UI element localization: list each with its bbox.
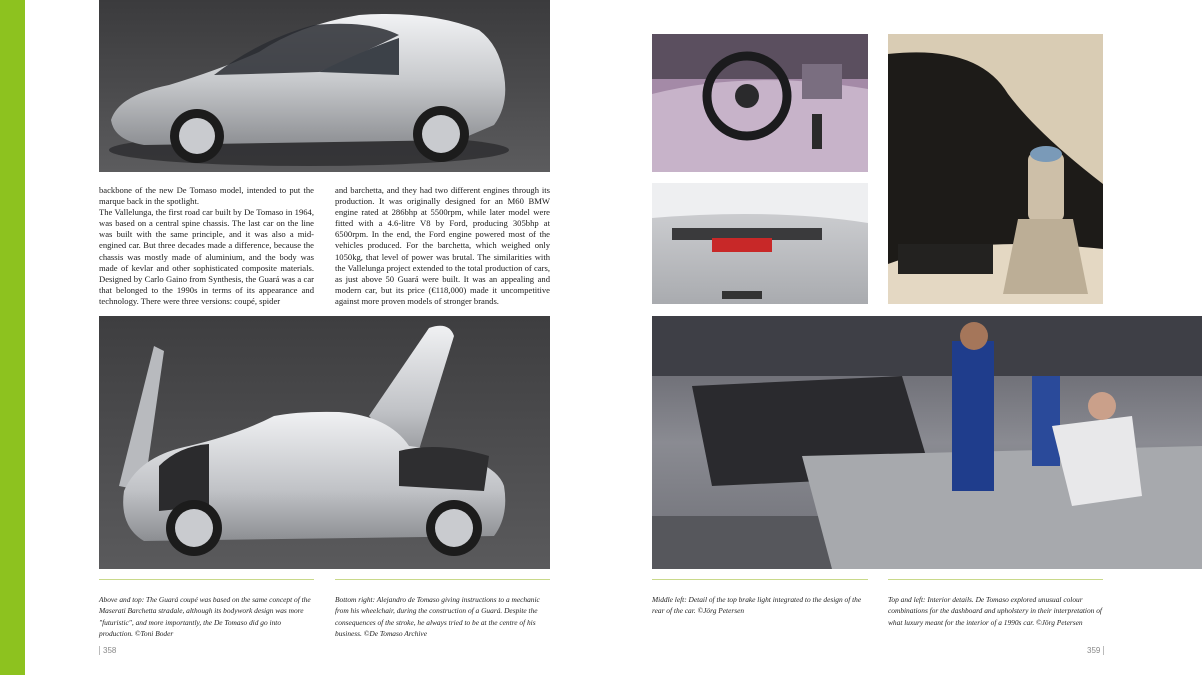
green-spine-bar [0, 0, 25, 675]
photo-brake-light [652, 183, 868, 304]
photo-workshop [652, 316, 1202, 569]
photo-coupe-side [99, 0, 550, 172]
photo-steering-wheel [652, 34, 868, 172]
photo-gear-knob [888, 34, 1103, 304]
body-paragraph: The Vallelunga, the first road car built by De Tomaso in 1964, was based on a central spine chassis. The last car on the line was built with the same principle, and it was also a mid-engined car. But three decades made a difference, because the chassis was mostly made of aluminium, and the body was made of kevlar and other sophisticated composite materials. Designed by Carlo Gaino from Synthesis, the Guará was a car that belonged to the 1990s in terms of its appearance and technology. There were three versions: coupé, spider [99, 207, 314, 306]
caption-right: Top and left: Interior details. De Tomaso explored unusual colour combinations for the dashboard and upholstery in their interpretation of what luxury meant for the interior of a 1990s car. ©Jörg Petersen [888, 595, 1102, 627]
caption-center: Bottom right: Alejandro de Tomaso giving instructions to a mechanic from his wheelchair, during the construction of a Guará. Despite the consequences of the stroke, he always tried to be at the centre of his business. ©De Tomaso Archive [335, 595, 540, 638]
body-paragraph: and barchetta, and they had two different engines through its production. It was originally designed for an M60 BMW engine rated at 286bhp at 5500rpm, while later model were fitted with a 4.6-litre V8 by Ford, producing 305bhp at 6500rpm. In the end, the Ford engine powered most of the vehicles produced. For the barchetta, which weighed only 1050kg, that level of power was brutal. The similarities with the Vallelunga project extended to the total production of cars, as just above 50 Guará were built. It was an appealing and modern car, but its price (€118,000) made it uncompetitive against more proven models of stronger brands. [335, 185, 550, 306]
caption-rule [335, 579, 550, 580]
page-number-left: 358 [99, 646, 116, 655]
body-paragraph: backbone of the new De Tomaso model, intended to put the marque back in the spotlight. [99, 185, 314, 207]
caption-rule [99, 579, 314, 580]
body-column-1 [99, 185, 314, 307]
caption-middle: Middle left: Detail of the top brake light integrated to the design of the rear of the car. ©Jörg Petersen [652, 595, 862, 616]
caption-rule [888, 579, 1103, 580]
photo-coupe-open [99, 316, 550, 569]
caption-rule [652, 579, 868, 580]
caption-left: Above and top: The Guará coupé was based on the same concept of the Maserati Barchetta stradale, although its bodywork design was more "futuristic", and more importantly, the De Tomaso did go into production. ©Toni Boder [99, 595, 311, 638]
page-number-right: 359 [1087, 646, 1104, 655]
body-column-2 [335, 185, 550, 307]
